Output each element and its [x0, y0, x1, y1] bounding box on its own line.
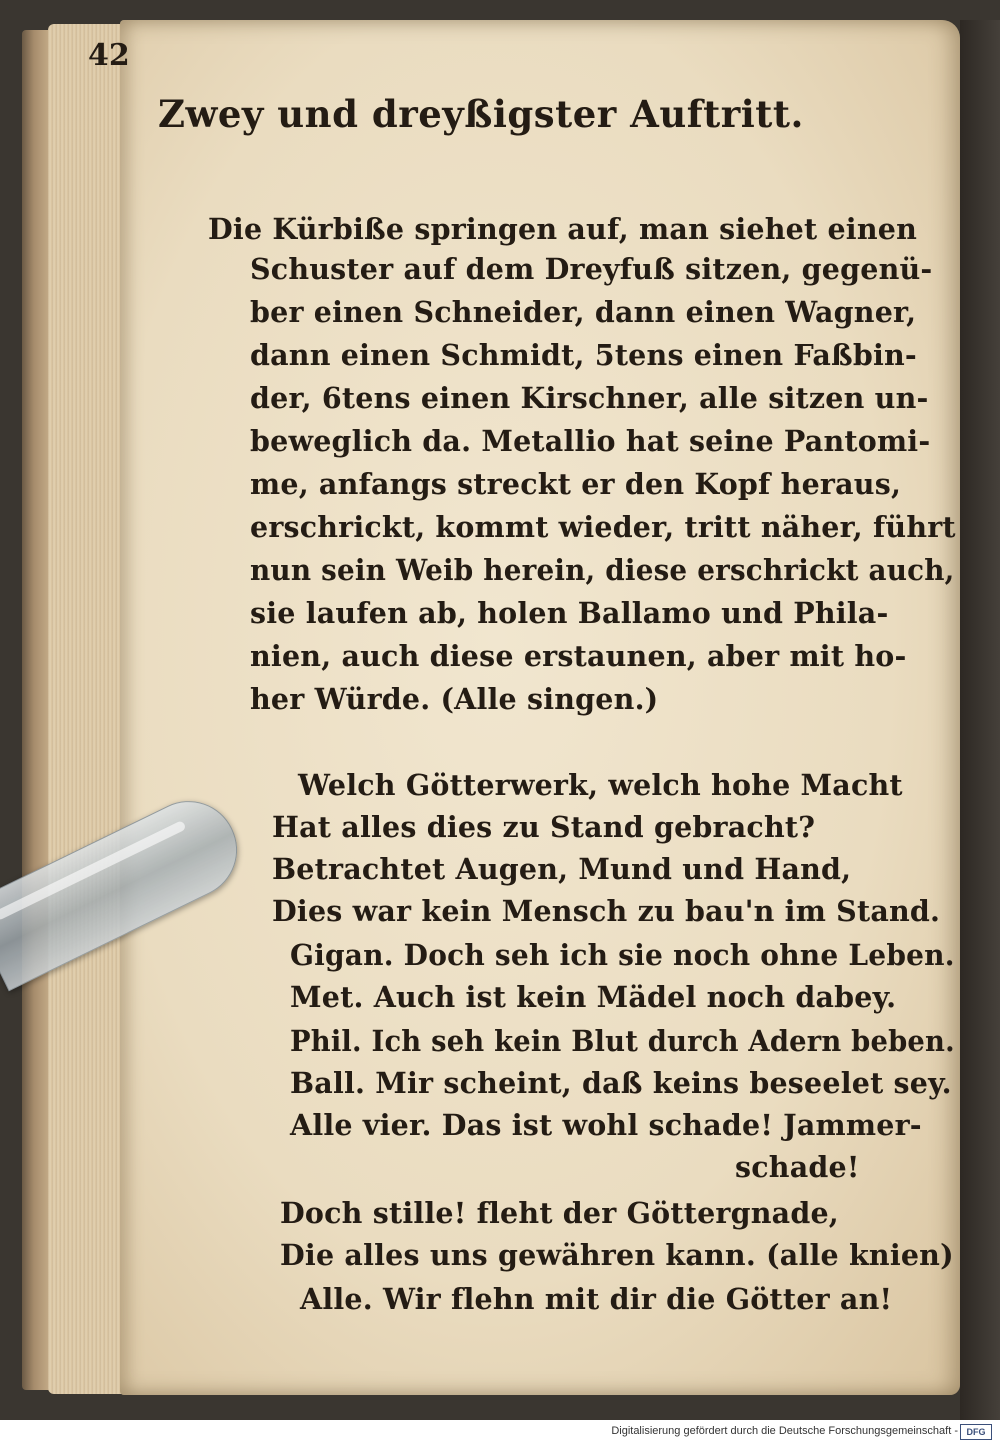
footer-bar: [0, 1420, 1000, 1443]
funding-credit: Digitalisierung gefördert durch die Deutsche Forschungsgemeinschaft -: [611, 1425, 958, 1437]
dfg-logo-icon: DFG: [960, 1424, 992, 1440]
verse-line: Ball. Mir scheint, daß keins beseelet sey.: [290, 1066, 952, 1100]
page-number: 42: [88, 38, 130, 73]
verse-line: Welch Götterwerk, welch hohe Macht: [298, 768, 903, 802]
gutter-shadow: [960, 20, 1000, 1420]
verse-line: Hat alles dies zu Stand gebracht?: [272, 810, 816, 844]
verse-line: Alle vier. Das ist wohl schade! Jammer-: [290, 1108, 922, 1142]
verse-line: Dies war kein Mensch zu bau'n im Stand.: [272, 894, 941, 928]
stage-direction-line: beweglich da. Metallio hat seine Pantomi-: [250, 424, 931, 458]
stage-direction-line: Die Kürbiße springen auf, man siehet einen: [208, 212, 917, 246]
stage-direction-line: me, anfangs streckt er den Kopf heraus,: [250, 467, 902, 501]
scene-heading: Zwey und dreyßigster Auftritt.: [158, 92, 804, 136]
verse-line: schade!: [735, 1150, 860, 1184]
stage-direction-line: nun sein Weib herein, diese erschrickt auch,: [250, 553, 955, 587]
verse-line: Alle. Wir flehn mit dir die Götter an!: [300, 1282, 893, 1316]
stage-direction-line: dann einen Schmidt, 5tens einen Faßbin-: [250, 338, 917, 372]
verse-line: Die alles uns gewähren kann. (alle knien): [280, 1238, 954, 1272]
verse-line: Doch stille! fleht der Göttergnade,: [280, 1196, 839, 1230]
verse-line: Met. Auch ist kein Mädel noch dabey.: [290, 980, 897, 1014]
stage-direction-line: der, 6tens einen Kirschner, alle sitzen un-: [250, 381, 929, 415]
stage-direction-line: Schuster auf dem Dreyfuß sitzen, gegenü-: [250, 252, 933, 286]
stage-direction-line: nien, auch diese erstaunen, aber mit ho-: [250, 639, 907, 673]
stage-direction-line: ber einen Schneider, dann einen Wagner,: [250, 295, 917, 329]
stage-direction-line: her Würde. (Alle singen.): [250, 682, 659, 716]
verse-line: Betrachtet Augen, Mund und Hand,: [272, 852, 852, 886]
verse-line: Gigan. Doch seh ich sie noch ohne Leben.: [290, 938, 955, 972]
stage-direction-line: erschrickt, kommt wieder, tritt näher, führt: [250, 510, 956, 544]
verse-line: Phil. Ich seh kein Blut durch Adern beben.: [290, 1024, 955, 1058]
stage-direction-line: sie laufen ab, holen Ballamo und Phila-: [250, 596, 889, 630]
